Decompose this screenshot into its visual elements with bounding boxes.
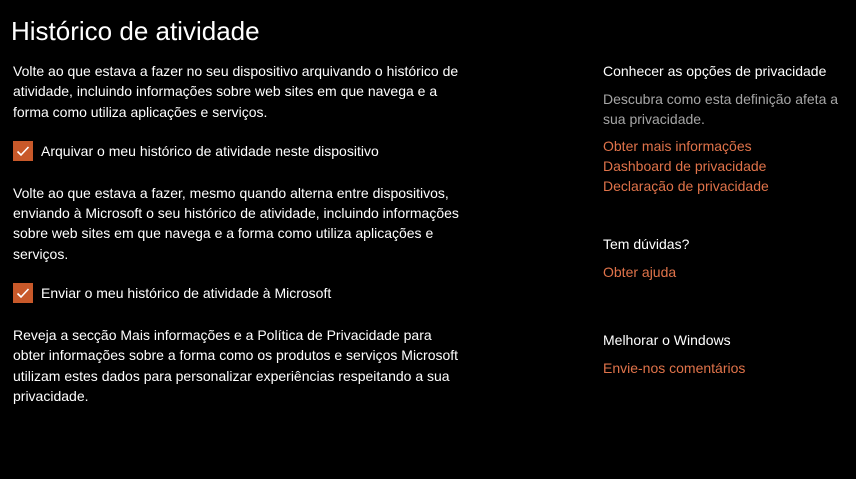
store-history-checkbox[interactable] [13, 141, 33, 161]
store-history-checkbox-row[interactable] [13, 141, 463, 161]
more-info-link[interactable]: Obter mais informações [603, 137, 752, 154]
sidebar [603, 61, 848, 378]
questions-heading: Tem dúvidas? [603, 235, 690, 252]
improve-windows-heading: Melhorar o Windows [603, 331, 731, 348]
privacy-dashboard-link[interactable]: Dashboard de privacidade [603, 157, 767, 174]
get-help-link[interactable]: Obter ajuda [603, 263, 677, 280]
store-history-description: Volte ao que estava a fazer no seu dispositivo arquivando o histórico de atividade, incluindo informações sobre web sites em que navega e a forma como utiliza aplicações e serviços. [13, 63, 459, 120]
checkmark-icon [16, 286, 30, 300]
privacy-statement-link[interactable]: Declaração de privacidade [603, 177, 769, 194]
send-history-description: Volte ao que estava a fazer, mesmo quando alterna entre dispositivos, enviando à Microsoft o seu histórico de atividade, incluindo informações sobre web sites em que navega e a forma como utiliza aplicações e serviços. [13, 184, 459, 262]
privacy-options-heading: Conhecer as opções de privacidade [603, 63, 827, 79]
store-history-checkbox-label[interactable]: Arquivar o meu histórico de atividade neste dispositivo [41, 142, 379, 159]
checkmark-icon [16, 144, 30, 158]
page-title: Histórico de atividade [11, 16, 260, 46]
send-history-checkbox[interactable] [13, 283, 33, 303]
privacy-options-description: Descubra como esta definição afeta a sua privacidade. [603, 91, 839, 128]
send-history-checkbox-row[interactable] [13, 283, 463, 303]
main-content [13, 61, 463, 406]
privacy-policy-description: Reveja a secção Mais informações e a Política de Privacidade para obter informações sobre a forma como os produtos e serviços Microsoft utilizam estes dados para personalizar experiências respeitando a sua privacidade. [13, 327, 459, 404]
send-history-checkbox-label[interactable]: Enviar o meu histórico de atividade à Microsoft [41, 285, 332, 302]
send-feedback-link[interactable]: Envie-nos comentários [603, 359, 746, 376]
